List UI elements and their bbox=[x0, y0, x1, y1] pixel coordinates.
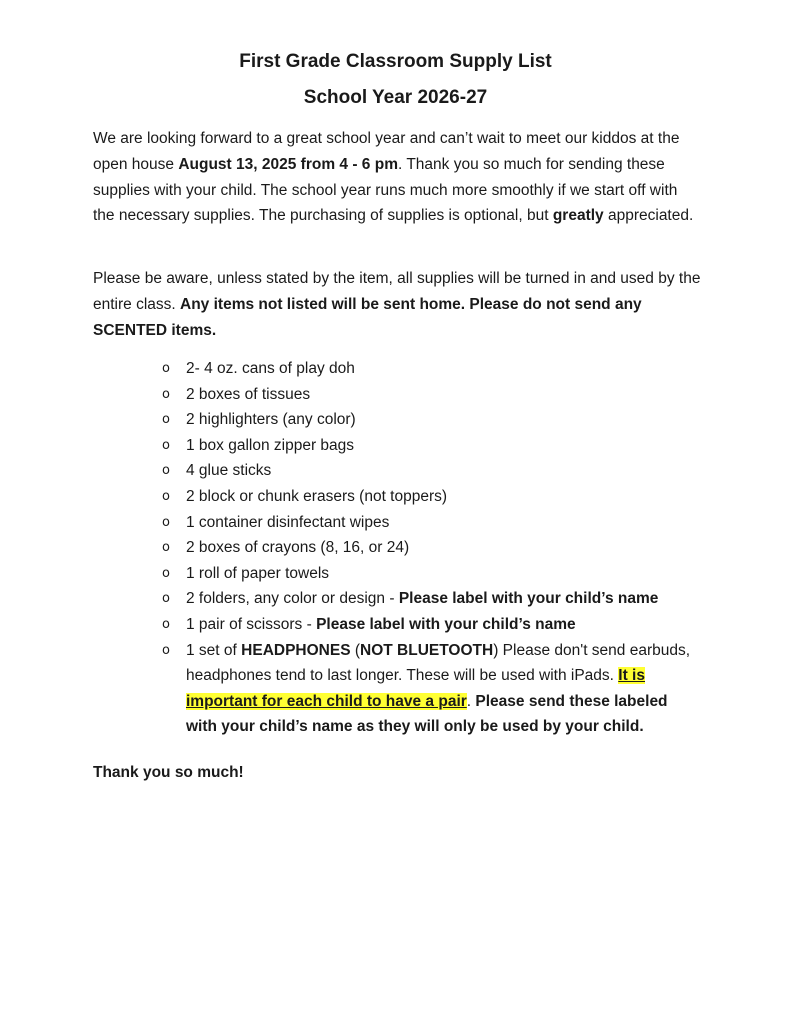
list-item bbox=[162, 510, 702, 536]
supply-item-text: 2- 4 oz. cans of play doh bbox=[186, 360, 355, 377]
supply-item-text: 1 roll of paper towels bbox=[186, 564, 330, 582]
bullet-icon: o bbox=[162, 565, 170, 581]
closing-line: Thank you so much! bbox=[93, 764, 244, 781]
bullet-icon: o bbox=[162, 386, 170, 402]
bullet-icon: o bbox=[162, 463, 170, 479]
label-instruction: Please send these labeled with your child’s name as they will only be used by your child. bbox=[186, 692, 668, 736]
supply-item-text: ) Please don't send earbuds, headphones tend to last longer. These will be used with iPads. bbox=[186, 641, 691, 685]
highlighted-note: It is important for each child to have a pair bbox=[186, 667, 645, 710]
bullet-icon: o bbox=[162, 642, 170, 658]
bullet-icon: o bbox=[162, 540, 170, 556]
supply-item-text: 2 boxes of tissues bbox=[186, 385, 311, 403]
notice-paragraph bbox=[93, 266, 703, 343]
bullet-icon: o bbox=[162, 361, 170, 376]
supply-item-text: 2 boxes of crayons (8, 16, or 24) bbox=[186, 539, 410, 557]
supply-item-text: 1 container disinfectant wipes bbox=[186, 513, 390, 531]
list-item bbox=[162, 356, 702, 382]
label-instruction: Please label with your child’s name bbox=[398, 590, 659, 608]
supply-item-text: 2 highlighters (any color) bbox=[186, 411, 356, 429]
bullet-icon: o bbox=[162, 488, 170, 504]
document-title: First Grade Classroom Supply List bbox=[239, 51, 552, 72]
intro-text: . Thank you so much for sending these supplies with your child. The school year runs much more smoothly if we start off with the necessary supplies. The purchasing of supplies is optional, but bbox=[93, 155, 678, 225]
supply-item-text: 1 pair of scissors - bbox=[186, 615, 317, 633]
list-item bbox=[162, 458, 702, 484]
list-item bbox=[162, 535, 702, 561]
notice-warning: Any items not listed will be sent home. Please do not send any SCENTED items. bbox=[93, 295, 642, 339]
notice-text: Please be aware, unless stated by the item, all supplies will be turned in and used by the entire class. bbox=[93, 270, 701, 313]
list-item bbox=[162, 561, 702, 587]
bullet-icon: o bbox=[162, 412, 170, 428]
label-instruction: Please label with your child’s name bbox=[316, 615, 576, 633]
supply-item-text: ( bbox=[350, 641, 361, 659]
list-item bbox=[162, 484, 702, 510]
list-item bbox=[162, 433, 702, 459]
intro-text: We are looking forward to a great school year and can’t wait to meet our kiddos at the open house bbox=[93, 130, 680, 173]
not-bluetooth-emphasis: NOT BLUETOOTH bbox=[360, 641, 494, 659]
intro-text: appreciated. bbox=[603, 207, 694, 225]
list-item bbox=[162, 612, 702, 638]
supply-item-text: . bbox=[466, 692, 476, 710]
supply-item-text: 2 block or chunk erasers (not toppers) bbox=[186, 487, 448, 505]
list-item bbox=[162, 638, 702, 740]
bullet-icon: o bbox=[162, 616, 170, 632]
supply-item-text: 1 box gallon zipper bags bbox=[186, 436, 355, 454]
bullet-icon: o bbox=[162, 514, 170, 530]
supply-item-text: 4 glue sticks bbox=[186, 462, 272, 480]
supply-list bbox=[162, 356, 702, 740]
supply-item-text: 2 folders, any color or design - bbox=[186, 590, 399, 608]
headphones-emphasis: HEADPHONES bbox=[241, 641, 351, 659]
document-subtitle: School Year 2026-27 bbox=[303, 87, 488, 108]
bullet-icon: o bbox=[162, 591, 170, 607]
list-item bbox=[162, 586, 702, 612]
bullet-icon: o bbox=[162, 437, 170, 453]
list-item bbox=[162, 382, 702, 408]
supply-item-text: 1 set of bbox=[186, 641, 242, 659]
open-house-date: August 13, 2025 from 4 - 6 pm bbox=[178, 155, 398, 173]
emphasis-greatly: greatly bbox=[552, 207, 604, 225]
intro-paragraph bbox=[93, 126, 703, 229]
list-item bbox=[162, 407, 702, 433]
